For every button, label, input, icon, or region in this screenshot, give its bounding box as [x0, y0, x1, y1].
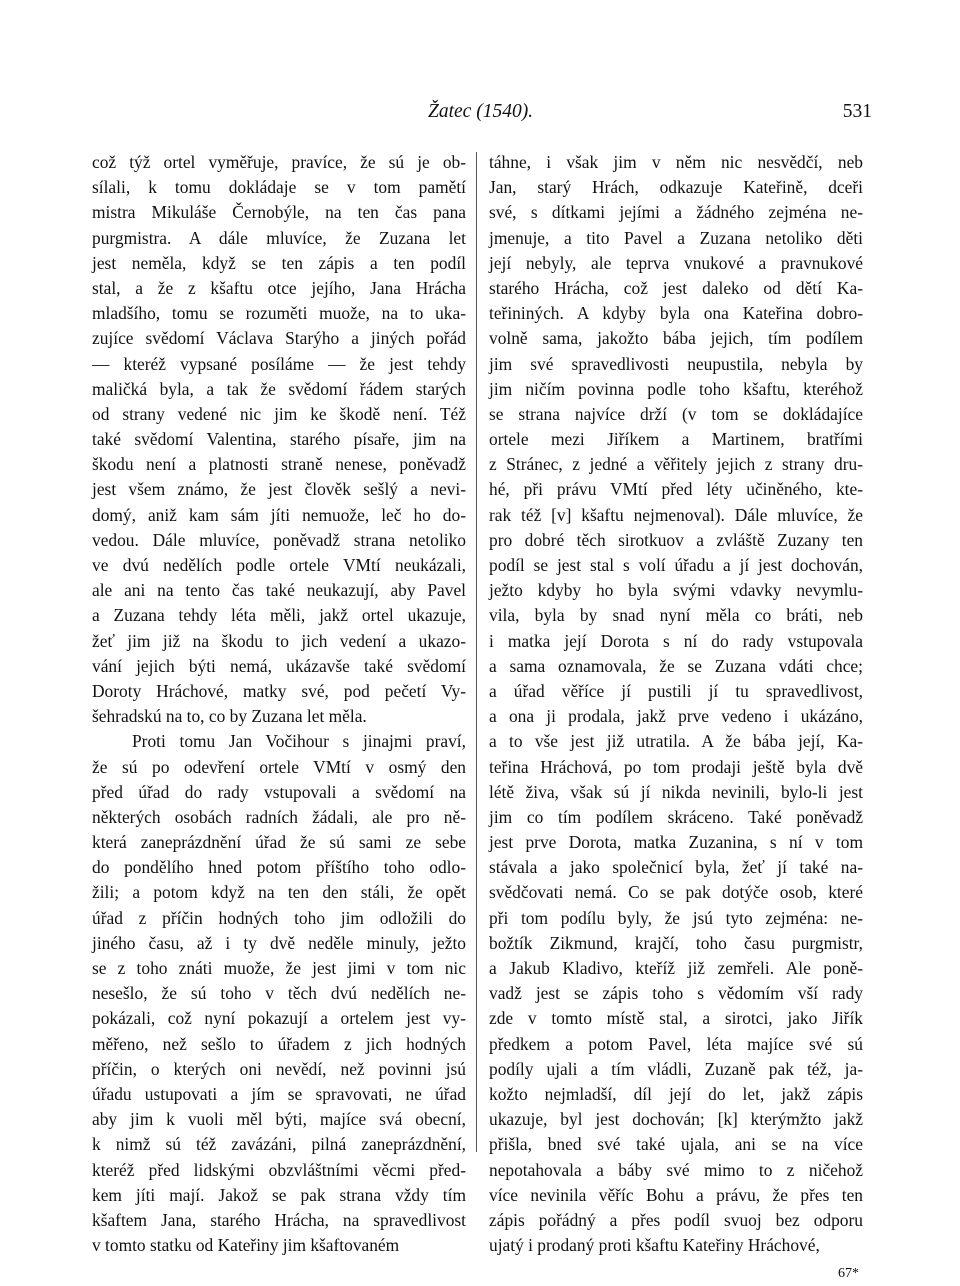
column-divider: [476, 152, 477, 1152]
text-line: vila, byla by snad nyní měla co bráti, neb: [489, 605, 863, 626]
text-line: kem jíti mají. Jakož se pak strana vždy tím: [92, 1184, 466, 1205]
text-line: létě živa, však sú jí nikda nevinili, bylo-li jest: [489, 781, 863, 802]
text-line: jim co tím podílem skráceno. Také poněvadž: [489, 806, 863, 827]
right-text-column: [489, 150, 863, 1281]
text-line: maličká byla, a tak že svědomí řádem starých: [92, 378, 466, 399]
running-title: Žatec (1540).: [428, 101, 534, 122]
text-line: ujatý i prodaný proti kšaftu Kateřiny Hráchové,: [489, 1235, 820, 1256]
text-line: což týž ortel vyměřuje, pravíce, že sú je ob-: [92, 152, 466, 172]
text-line: zápis pořádný a přes podíl svuoj bez odporu: [489, 1209, 863, 1230]
text-line: stal, a že z kšaftu otce jejího, Jana Hrácha: [92, 277, 466, 298]
text-line: žili; a potom když na ten den stáli, že opět: [92, 882, 466, 903]
text-line: mistra Mikuláše Černobýle, na ten čas pana: [92, 202, 466, 223]
text-line: se strana najvíce drží (v tom se dokládajíce: [489, 403, 863, 424]
text-line: pro dobré těch sirotkuov a zvláště Zuzany ten: [489, 529, 863, 550]
text-line: Doroty Hráchové, matky své, pod pečetí Vy-: [92, 680, 466, 701]
text-line: — kteréž vypsané posíláme — že jest tehdy: [92, 353, 466, 374]
text-line: ortele mezi Jiříkem a Martinem, bratřími: [489, 429, 863, 450]
text-line: jim své spravedlivosti neupustila, nebyla by: [489, 353, 863, 374]
text-line: kšaftem Jana, starého Hrácha, na spravedlivost: [92, 1209, 466, 1230]
text-line: ježto kdyby ho byla svými vdavky nevymlu-: [489, 580, 863, 601]
text-line: od strany vedené nic jim ke škodě není. Též: [92, 403, 466, 424]
text-line: ukazuje, byl jest dochován; [k] kterýmžto jakž: [489, 1109, 863, 1130]
text-line: stávala a jako společnicí byla, žeť jí také na-: [489, 857, 863, 878]
text-line: teřininých. A kdyby byla ona Kateřina dobro-: [489, 303, 863, 324]
text-line: a Zuzana tehdy léta měli, jakž ortel ukazuje,: [92, 605, 466, 626]
text-line: svědčovati nemá. Co se pak dotýče osob, které: [489, 882, 863, 903]
text-line: nesešlo, že sú toho v těch dvú nedělích ne-: [92, 983, 466, 1004]
text-line: také svědomí Valentina, starého písaře, jim na: [92, 429, 466, 450]
text-line: podíly ujali a tím vládli, Zuzaně pak též, ja-: [489, 1058, 863, 1079]
text-line: více nevinila věříc Bohu a právu, že přes ten: [489, 1184, 863, 1205]
text-line: i matka její Dorota s ní do rady vstupovala: [489, 630, 863, 651]
text-line: se z toho znáti muože, že jest jimi v tom nic: [92, 958, 466, 978]
text-line: nepotahovala a báby své mimo to z ničehož: [489, 1159, 863, 1180]
text-line: vedou. Dále mluvíce, poněvadž strana netoliko: [92, 529, 466, 550]
text-line: předkem a potom Pavel, léta majíce své sú: [489, 1033, 863, 1054]
text-line: purgmistra. A dále mluvíce, že Zuzana let: [92, 227, 466, 248]
text-line: aby jim k vuoli měl býti, majíce svá obecní,: [92, 1109, 466, 1130]
text-line: měřeno, než sešlo to úřadem z jich hodných: [92, 1033, 466, 1054]
text-line: jest prve Dorota, matka Zuzanina, s ní v tom: [489, 832, 863, 853]
text-line: a Jakub Kladivo, kteříž již zemřeli. Ale poně-: [489, 958, 863, 978]
text-line: jest všem známo, že jest člověk sešlý a nevi-: [92, 479, 466, 500]
text-line: při tom podílu byly, že jsú tyto zejména: ne-: [489, 907, 863, 928]
text-line: sílali, k tomu dokládaje se v tom pamětí: [92, 177, 466, 198]
text-line: jiného času, až i ty dvě neděle minuly, ježto: [92, 932, 466, 953]
page-number: 531: [842, 101, 872, 122]
text-line: rak též [v] kšaftu nejmenoval). Dále mluvíce, že: [489, 504, 863, 525]
text-line: škodu není a platnosti straně nenese, poněvadž: [92, 454, 466, 475]
text-line: ale ani na tento čas také neukazují, aby Pavel: [92, 580, 466, 601]
text-line: zujíce svědomí Václava Starýho a jiných pořád: [92, 328, 466, 349]
text-line: a sama oznamovala, že se Zuzana vdáti chce;: [489, 655, 863, 676]
text-line: teřina Hráchová, po tom prodaji ještě byla dvě: [489, 756, 863, 777]
text-line: příčin, o kterých oni nevědí, než povinni jsú: [92, 1058, 466, 1079]
text-line: k nimž sú též zavázáni, pilná zaneprázdnění,: [92, 1134, 466, 1155]
left-text-column: [92, 150, 466, 1258]
text-line: kteréž před lidskými obzvláštními věcmi před-: [92, 1159, 466, 1180]
text-line: podíl se jest stal s volí úřadu a jí jest dochován,: [489, 555, 863, 575]
text-line: mladšího, tomu se rozuměti muože, na to uka-: [92, 303, 466, 324]
text-line: domý, aniž kam sám jíti nemuože, leč ho do-: [92, 504, 466, 525]
text-line: přišla, bned své také ujala, ani se na více: [489, 1134, 863, 1155]
text-line: táhne, i však jim v něm nic nesvědčí, neb: [489, 152, 863, 172]
text-line: šehradskú na to, co by Zuzana let měla.: [92, 706, 367, 727]
text-line: a to vše jest již utratila. A že bába její, Ka-: [489, 731, 863, 752]
text-line: své, s dítkami jejími a žádného zejména ne-: [489, 202, 863, 223]
signature-mark: 67*: [838, 1265, 859, 1281]
text-line: před úřad do rady vstupovali a svědomí na: [92, 781, 466, 802]
text-line: zde v tomto místě stal, a sirotci, jako Jiřík: [489, 1008, 863, 1029]
text-line: vání jejich býti nemá, ukázavše také svědomí: [92, 655, 466, 676]
text-line: Jan, starý Hrách, odkazuje Kateřině, dceři: [489, 177, 863, 198]
text-line: Proti tomu Jan Vočihour s jinajmi praví,: [132, 731, 466, 752]
text-line: jest neměla, když se ten zápis a ten podíl: [92, 252, 466, 273]
text-line: hé, při právu VMtí před léty učiněného, kte-: [489, 479, 863, 500]
text-line: která zaneprázdnění úřad že sú sami ze sebe: [92, 832, 466, 853]
text-line: božtík Zikmund, krajčí, toho času purgmistr,: [489, 932, 863, 953]
text-line: z Stránec, z jedné a věřitely jejich z strany dru-: [489, 454, 863, 475]
text-line: do pondělího hned potom příštího toho odlo-: [92, 857, 466, 878]
text-line: její nebyly, ale teprva vnukové a pravnukové: [489, 252, 863, 273]
text-line: a úřad věříce jí pustili jí tu spravedlivost,: [489, 680, 863, 701]
text-line: a ona ji prodala, jakž prve vedeno i ukázáno,: [489, 706, 863, 727]
text-line: ve dvú nedělích podle ortele VMtí neukázali,: [92, 555, 466, 575]
text-line: úřadu ustupovati a jím se spravovati, ne úřad: [92, 1083, 466, 1104]
text-line: kožto nejmladší, díl její do let, jakž zápis: [489, 1083, 863, 1104]
text-line: starého Hrácha, což jest daleko od dětí Ka-: [489, 277, 863, 298]
text-line: žeť jim již na škodu to jich vedení a ukazo-: [92, 630, 466, 651]
text-line: jmenuje, a tito Pavel a Zuzana netoliko děti: [489, 227, 863, 248]
text-line: v tomto statku od Kateřiny jim kšaftovaném: [92, 1235, 400, 1256]
text-line: volně sama, jakožto bába jejich, tím podílem: [489, 328, 863, 349]
running-header: [0, 101, 960, 131]
text-line: některých osobách radních žádali, ale pro ně-: [92, 806, 466, 827]
text-line: úřad z příčin hodných toho jim odložili do: [92, 907, 466, 928]
text-line: že sú po odevření ortele VMtí v osmý den: [92, 756, 466, 777]
text-line: jim ničím povinna podle toho kšaftu, kteréhož: [489, 378, 863, 399]
text-line: vadž jest se zápis toho s vědomím vší rady: [489, 983, 863, 1004]
text-line: pokázali, což nyní pokazují a ortelem jest vy-: [92, 1008, 466, 1029]
